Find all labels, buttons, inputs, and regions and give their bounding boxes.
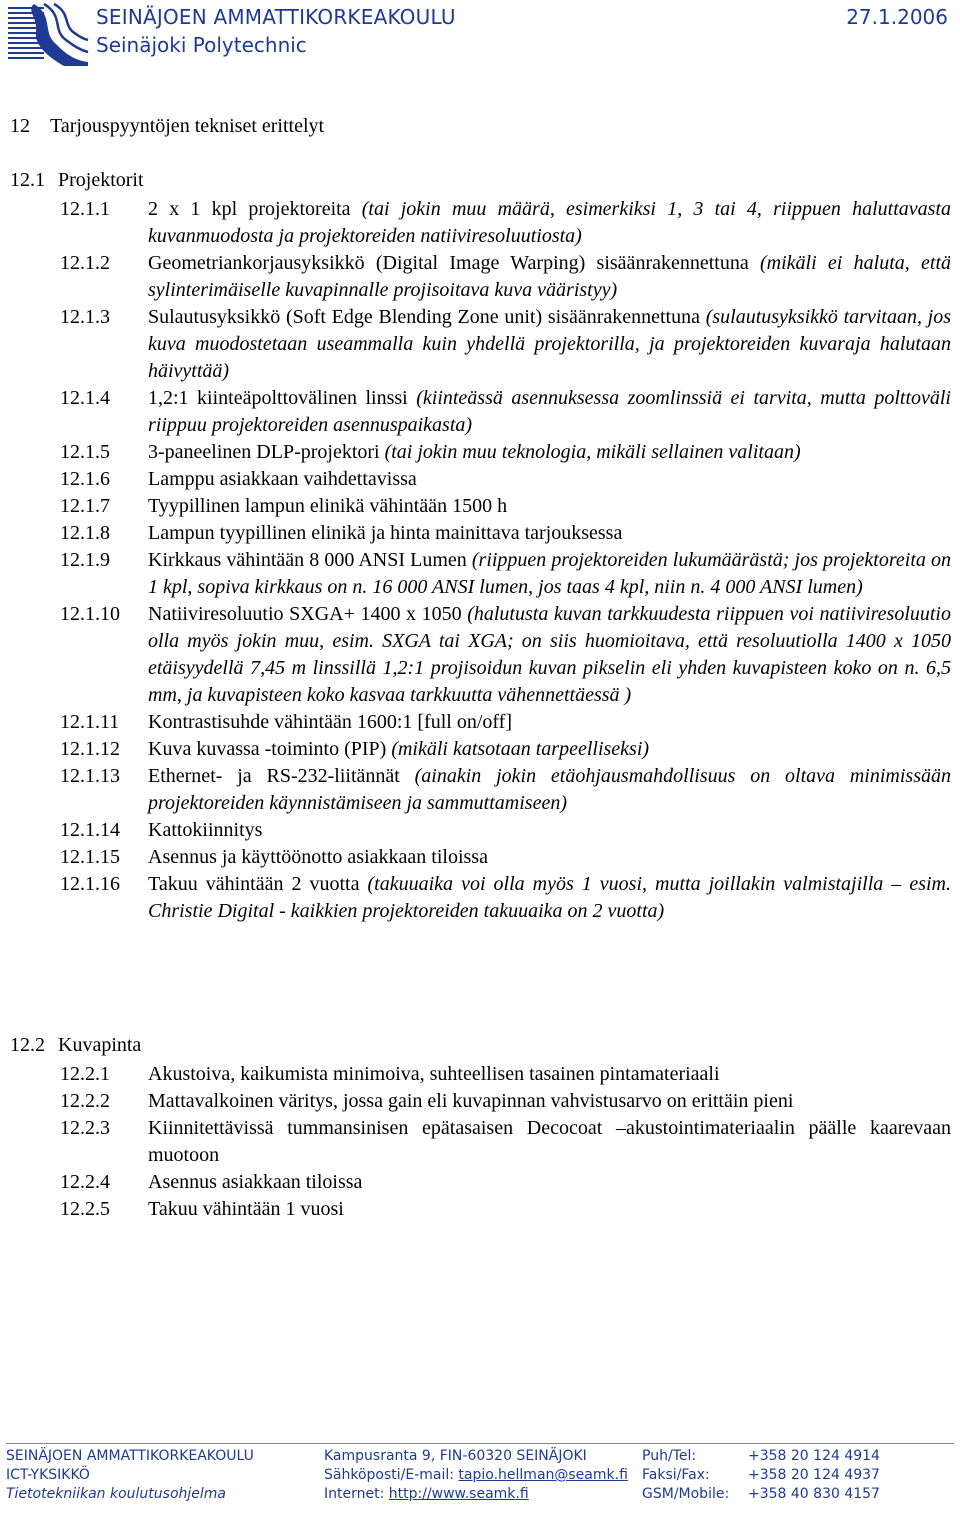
list-item <box>60 196 951 250</box>
item-number: 12.1.12 <box>60 738 120 760</box>
footer-phone: +358 20 124 4914 <box>748 1448 880 1464</box>
item-main-text: Ethernet- ja RS-232-liitännät <box>148 765 415 787</box>
item-note: (mikäli ei haluta, että sylinterimäiselle kuvapinnalle projisoitava kuva vääristyy) <box>148 252 952 301</box>
item-number: 12.1.5 <box>60 441 110 463</box>
projector-requirements-list <box>60 196 951 925</box>
item-main-text: Kontrastisuhde vähintään 1600:1 [full on/off] <box>148 711 513 733</box>
item-main-text: Kirkkaus vähintään 8 000 ANSI Lumen <box>148 549 472 571</box>
item-number: 12.1.10 <box>60 603 120 625</box>
footer-address: Kampusranta 9, FIN-60320 SEINÄJOKI <box>324 1448 587 1464</box>
item-text <box>148 871 951 925</box>
item-note: (sulautusyksikkö tarvitaan, jos kuva muodostetaan useammalla kuin yhdellä projektorilla, ja projektoreiden kuvaraja halutaan häivyttää) <box>148 306 952 382</box>
item-number: 12.1.3 <box>60 306 110 328</box>
item-main-text: Natiiviresoluutio SXGA+ 1400 x 1050 <box>148 603 468 625</box>
screen-requirements-list <box>60 1061 951 1223</box>
item-number: 12.1.1 <box>60 198 110 220</box>
item-main-text: Kattokiinnitys <box>148 819 263 841</box>
item-text <box>148 493 951 520</box>
list-item <box>60 709 951 736</box>
item-number: 12.1.9 <box>60 549 110 571</box>
item-text <box>148 763 951 817</box>
subsection-title: Projektorit <box>58 169 144 191</box>
footer-email-label: Sähköposti/E-mail: <box>324 1467 459 1483</box>
item-number: 12.1.6 <box>60 468 110 490</box>
item-number: 12.1.14 <box>60 819 120 841</box>
list-item <box>60 466 951 493</box>
subsection-heading-kuvapinta <box>10 1034 141 1057</box>
list-item <box>60 817 951 844</box>
list-item <box>60 304 951 385</box>
item-main-text: Akustoiva, kaikumista minimoiva, suhteellisen tasainen pintamateriaali <box>148 1063 720 1085</box>
list-item <box>60 871 951 925</box>
list-item <box>60 601 951 709</box>
item-note: (tai jokin muu teknologia, mikäli sellainen valitaan) <box>384 441 801 463</box>
item-number: 12.1.8 <box>60 522 110 544</box>
item-number: 12.1.16 <box>60 873 120 895</box>
item-note: (riippuen projektoreiden lukumäärästä; jos projektoreita on 1 kpl, sopiva kirkkaus on n. 16 000 ANSI lumen, jos taas 4 kpl, niin n. 4 000 ANSI lumen) <box>148 549 951 598</box>
item-text <box>148 250 951 304</box>
list-item <box>60 547 951 601</box>
footer-org-name: SEINÄJOEN AMMATTIKORKEAKOULU <box>6 1448 254 1464</box>
item-note: (kiinteässä asennuksessa zoomlinssiä ei tarvita, mutta polttoväli riippuu projektoreiden asennuspaikasta) <box>148 387 951 436</box>
item-number: 12.1.15 <box>60 846 120 868</box>
item-main-text: 3-paneelinen DLP-projektori <box>148 441 385 463</box>
item-number: 12.2.5 <box>60 1198 110 1220</box>
item-main-text: Geometriankorjausyksikkö (Digital Image Warping) sisäänrakennettuna <box>148 252 760 274</box>
item-main-text: Kuva kuvassa -toiminto (PIP) <box>148 738 392 760</box>
subsection-heading-projektorit <box>10 169 144 192</box>
page-footer <box>6 1448 954 1510</box>
section-heading <box>10 115 324 138</box>
subsection-number: 12.2 <box>10 1034 45 1056</box>
item-number: 12.1.7 <box>60 495 110 517</box>
item-number: 12.1.4 <box>60 387 110 409</box>
item-text <box>148 466 951 493</box>
item-text <box>148 1115 951 1169</box>
footer-unit: ICT-YKSIKKÖ <box>6 1467 90 1483</box>
item-main-text: Takuu vähintään 1 vuosi <box>148 1198 344 1220</box>
item-text <box>148 817 951 844</box>
item-main-text: 1,2:1 kiinteäpolttovälinen linssi <box>148 387 417 409</box>
list-item <box>60 250 951 304</box>
footer-internet-link[interactable]: http://www.seamk.fi <box>388 1486 529 1502</box>
footer-phone-label: Puh/Tel: <box>642 1448 697 1464</box>
item-main-text: Lampun tyypillinen elinikä ja hinta mainittava tarjouksessa <box>148 522 623 544</box>
item-number: 12.2.4 <box>60 1171 110 1193</box>
footer-fax-label: Faksi/Fax: <box>642 1467 710 1483</box>
item-text <box>148 844 951 871</box>
list-item <box>60 493 951 520</box>
item-text <box>148 709 951 736</box>
list-item <box>60 439 951 466</box>
item-main-text: 2 x 1 kpl projektoreita <box>148 198 362 220</box>
item-note: (mikäli katsotaan tarpeelliseksi) <box>391 738 650 760</box>
list-item <box>60 1196 951 1223</box>
item-main-text: Asennus ja käyttöönotto asiakkaan tiloissa <box>148 846 488 868</box>
footer-email-link[interactable]: tapio.hellman@seamk.fi <box>458 1467 628 1483</box>
item-text <box>148 601 951 709</box>
item-text <box>148 439 951 466</box>
item-text <box>148 1196 951 1223</box>
item-main-text: Mattavalkoinen väritys, jossa gain eli kuvapinnan vahvistusarvo on erittäin pieni <box>148 1090 794 1112</box>
item-text <box>148 1088 951 1115</box>
list-item <box>60 1169 951 1196</box>
item-text <box>148 385 951 439</box>
item-main-text: Takuu vähintään 2 vuotta <box>148 873 368 895</box>
section-title: Tarjouspyyntöjen tekniset erittelyt <box>50 115 325 137</box>
footer-programme: Tietotekniikan koulutusohjelma <box>6 1486 226 1502</box>
seinajoki-polytechnic-logo-icon <box>4 2 92 66</box>
list-item <box>60 736 951 763</box>
item-text <box>148 1169 951 1196</box>
list-item <box>60 1115 951 1169</box>
list-item <box>60 1088 951 1115</box>
list-item <box>60 763 951 817</box>
item-number: 12.1.13 <box>60 765 120 787</box>
footer-fax: +358 20 124 4937 <box>748 1467 880 1483</box>
item-main-text: Tyypillinen lampun elinikä vähintään 1500 h <box>148 495 508 517</box>
item-number: 12.1.11 <box>60 711 120 733</box>
item-text <box>148 736 951 763</box>
item-number: 12.1.2 <box>60 252 110 274</box>
item-number: 12.2.2 <box>60 1090 110 1112</box>
item-main-text: Sulautusyksikkö (Soft Edge Blending Zone unit) sisäänrakennettuna <box>148 306 706 328</box>
header-org-name-en: Seinäjoki Polytechnic <box>96 33 307 57</box>
item-text <box>148 196 951 250</box>
footer-gsm-label: GSM/Mobile: <box>642 1486 730 1502</box>
footer-divider <box>6 1443 954 1444</box>
item-note: (halutusta kuvan tarkkuudesta riippuen voi natiiviresoluutio olla myös jokin muu, esim. SXGA tai XGA; on siis huomioitava, että resoluutiolla 1400 x 1050 etäisyydellä 7,45 m linssillä 1,2:1 projisoidun kuvan pikselin eli yhden kuvapisteen koko on n. 6,5 mm, ja kuvapisteen koko kasvaa tarkkuutta vähennettäessä ) <box>148 603 951 706</box>
item-note: (takuuaika voi olla myös 1 vuosi, mutta joillakin valmistajilla – esim. Christie Digital - kaikkien projektoreiden takuuaika on 2 vuotta) <box>148 873 951 922</box>
footer-internet-label: Internet: <box>324 1486 389 1502</box>
item-number: 12.2.1 <box>60 1063 110 1085</box>
list-item <box>60 520 951 547</box>
footer-internet-row <box>324 1486 529 1502</box>
item-text <box>148 304 951 385</box>
footer-gsm: +358 40 830 4157 <box>748 1486 880 1502</box>
item-main-text: Lamppu asiakkaan vaihdettavissa <box>148 468 417 490</box>
subsection-title: Kuvapinta <box>58 1034 142 1056</box>
item-note: (tai jokin muu määrä, esimerkiksi 1, 3 tai 4, riippuen haluttavasta kuvanmuodosta ja projektoreiden natiiviresoluutiosta) <box>148 198 951 247</box>
footer-email-row <box>324 1467 628 1483</box>
header-org-name: SEINÄJOEN AMMATTIKORKEAKOULU <box>96 5 456 29</box>
section-number: 12 <box>10 115 30 137</box>
header-date: 27.1.2006 <box>846 5 948 29</box>
item-text <box>148 1061 951 1088</box>
item-text <box>148 547 951 601</box>
list-item <box>60 1061 951 1088</box>
item-text <box>148 520 951 547</box>
list-item <box>60 385 951 439</box>
item-main-text: Kiinnitettävissä tummansinisen epätasaisen Decocoat –akustointimateriaalin päälle kaarevaan muotoon <box>148 1117 951 1166</box>
item-main-text: Asennus asiakkaan tiloissa <box>148 1171 363 1193</box>
item-number: 12.2.3 <box>60 1117 110 1139</box>
item-note: (ainakin jokin etäohjausmahdollisuus on oltava minimissään projektoreiden käynnistämiseen ja sammuttamiseen) <box>148 765 951 814</box>
page-header <box>0 0 960 76</box>
subsection-number: 12.1 <box>10 169 45 191</box>
list-item <box>60 844 951 871</box>
